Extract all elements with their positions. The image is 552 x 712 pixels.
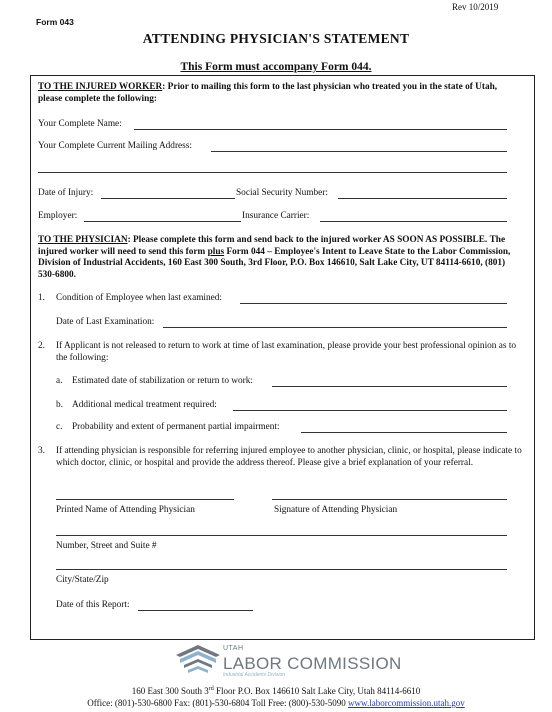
city-field[interactable] bbox=[56, 569, 507, 570]
signature-label: Signature of Attending Physician bbox=[274, 505, 398, 515]
form-number: Form 043 bbox=[36, 17, 74, 27]
q2a-letter: a. bbox=[56, 376, 63, 386]
q2-label: If Applicant is not released to return to work at time of last examination, please provide your best professional opinion as to the following: bbox=[56, 341, 517, 363]
footer-address: 160 East 300 South 3rd Floor P.O. Box 146610 Salt Lake City, Utah 84114-6610 bbox=[131, 686, 421, 696]
q2a-label: Estimated date of stabilization or return to work: bbox=[72, 376, 253, 386]
logo-state: UTAH bbox=[223, 645, 244, 652]
labor-commission-logo-icon bbox=[176, 645, 220, 675]
form-title: ATTENDING PHYSICIAN'S STATEMENT bbox=[142, 31, 410, 46]
q1-condition-field[interactable] bbox=[240, 303, 507, 304]
form-subtitle: This Form must accompany Form 044. bbox=[180, 61, 372, 73]
street-label: Number, Street and Suite # bbox=[56, 541, 157, 551]
label-date-of-injury: Date of Injury: bbox=[38, 188, 94, 198]
footer-contact: Office: (801)-530-6800 Fax: (801)-530-6804 Toll Free: (800)-530-5090 www.laborcommission.utah.gov bbox=[87, 698, 465, 708]
q2a-field[interactable] bbox=[272, 386, 507, 387]
physician-heading: TO THE PHYSICIAN bbox=[38, 235, 128, 245]
logo-division: Industrial Accidents Division bbox=[223, 672, 286, 678]
employer-field[interactable] bbox=[84, 221, 241, 222]
q3-number: 3. bbox=[38, 446, 45, 456]
report-date-label: Date of this Report: bbox=[56, 600, 130, 610]
website-link[interactable]: www.laborcommission.utah.gov bbox=[348, 698, 465, 708]
revision-date: Rev 10/2019 bbox=[452, 2, 499, 12]
printed-name-field[interactable] bbox=[56, 499, 234, 500]
label-ssn: Social Security Number: bbox=[236, 188, 328, 198]
report-date-field[interactable] bbox=[138, 610, 253, 611]
q2b-field[interactable] bbox=[233, 410, 507, 411]
logo-name: LABOR COMMISSION bbox=[223, 654, 402, 673]
city-label: City/State/Zip bbox=[56, 575, 109, 585]
injured-worker-heading: TO THE INJURED WORKER bbox=[38, 82, 163, 92]
q2c-letter: c. bbox=[56, 422, 63, 432]
q2c-field[interactable] bbox=[301, 432, 507, 433]
q1-date-field[interactable] bbox=[163, 327, 507, 328]
date-of-injury-field[interactable] bbox=[101, 198, 235, 199]
insurance-carrier-field[interactable] bbox=[320, 221, 507, 222]
q2-number: 2. bbox=[38, 341, 45, 351]
label-employer: Employer: bbox=[38, 211, 78, 221]
q1-number: 1. bbox=[38, 293, 45, 303]
q2b-letter: b. bbox=[56, 400, 63, 410]
q1-label: Condition of Employee when last examined: bbox=[56, 293, 223, 303]
injured-worker-instructions: TO THE INJURED WORKER: Prior to mailing this form to the last physician who treated you in the state of Utah, please complete the following: bbox=[38, 82, 498, 104]
label-insurance-carrier: Insurance Carrier: bbox=[242, 211, 310, 221]
label-complete-name: Your Complete Name: bbox=[38, 119, 122, 129]
q2b-label: Additional medical treatment required: bbox=[72, 400, 217, 410]
address-field[interactable] bbox=[211, 151, 507, 152]
signature-field[interactable] bbox=[272, 499, 507, 500]
q3-label: If attending physician is responsible for referring injured employee to another physician, clinic, or hospital, please indicate to which doctor, clinic, or hospital and provide the address thereof. Please give a brief explanation of your referral. bbox=[56, 446, 522, 468]
q1-date-label: Date of Last Examination: bbox=[56, 317, 155, 327]
address-field-line-2[interactable] bbox=[38, 172, 507, 173]
name-field[interactable] bbox=[134, 129, 507, 130]
printed-name-label: Printed Name of Attending Physician bbox=[56, 505, 195, 515]
ssn-field[interactable] bbox=[338, 198, 507, 199]
street-field[interactable] bbox=[56, 535, 507, 536]
physician-instructions: TO THE PHYSICIAN: Please complete this form and send back to the injured worker AS SOON AS POSSIBLE. The injured worker will need to send this form plus Form 044 – Employee's Intent to Leave State to the Labor Commission, Division of Industrial Accidents, 160 East 300 South, 3rd Floor, P.O. Box 146610, Salt Lake City, UT 84114-6610, (801) 530-6800. bbox=[38, 235, 511, 280]
label-mailing-address: Your Complete Current Mailing Address: bbox=[38, 141, 192, 151]
q2c-label: Probability and extent of permanent partial impairment: bbox=[72, 422, 280, 432]
